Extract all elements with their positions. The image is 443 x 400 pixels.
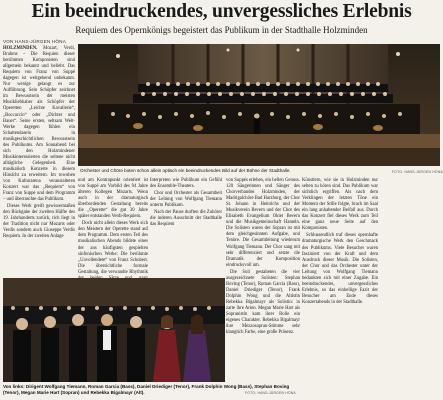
bottom-photo-caption: Von links: Dirigent Wolfgang Tiemann, Roman Garcia (Bass), Daniel Driediger (Tenor), Frank Dolphin Wong (Bass), Stephan Boving (Tenor), Megan Marie Hart (Sopran) und Rebekka Bigalmayr (Alt). bbox=[3, 384, 290, 395]
soloists-photo bbox=[3, 278, 225, 382]
orchestra-image bbox=[78, 44, 440, 166]
paragraph: von Suppés erleben, ein hellen Genuss. 120 Sängerinnen und Sänger des Chorverbandes Holzminden, der Madrigalchöre Bad Harzburg, der Chor St. Johann in Heinrichs und der Musikverein Bevern und der Chor des Elisabeth Evangelium Oktet Bevern und die Musikgemeinschaft Hameln. Die Solisten waren der Sopran ist mit dem gleichgesinnten Aufgabe, und Tenöre. Die Gesamtleitung wiederum Wolfgang Tiemann. Der Chor sang mit sehr differenziert und setzte die Dramatik der Komposition eindrucksvoll um. bbox=[226, 178, 300, 268]
paragraph: Doch nicht allein dieses Werk sich den Meistern der Operette stand auf dem Programm. Dem ersten Teil des musikalischen Abends bildete eines der ans häufigsten gespielten sinfonischen Werke: Die berühmte „Unvollendete“ von Franz Schubert. Die übersichtliche formale Gestaltung, die verwandte Rhythmik bbox=[78, 221, 148, 275]
paragraph: Nach der Pause durften die Zuhörer die inderen Ausschnitt der Stadthalle das Requiem bbox=[150, 210, 222, 228]
article-column-3 bbox=[150, 178, 222, 278]
paragraph-text: Mozart, Verdi, Brahms – Die Requien dieser berühmten Komponisten sind allgemein bekannt und beliebt. Das Requiem von Franz von Suppé dagegen ist weitgehend unbekannt. Nur wenige gelangt es zur Aufführung. Sein Schöpfer zeichnet im Bewusstsein der meisten Musikliebhaber als Schöpfer der Operetten „Leichte Kavallerie“, „Boccaccio“ oder „Dichter und Bauer“. Seine ersten, seltsam Welt-Werke dagegen fühlen ein Schattendasein in musikgeschichtlichen Bewusstsein des Publikums. Am Sonnabend bei sich den Holzmindener Musikinteressierten die seltene nicht alltägliche Gelegenheit. Eine musikalisch Konzerte in diesem Hinsicht zu erweitern. Im rowohen von Kulturarena veranstalteten Konzert war das „Requiem“ von Franz von Suppé und dem Programm – und überraschte das Publikum. bbox=[3, 46, 75, 203]
paragraph: und am Kontrapunkt orientiert ist von Suppé am Vorbild des 94 Jahre älteren Kollegen Mozarts. Wenn auch in der dramaturgisch überbordenden Gestaltung bereits die „Operette“ die gut 30 Jahre später entstanden Verdi-Requiem. bbox=[78, 178, 148, 220]
paragraph: Die Soli gestalteten die vier ausgezeichnete Solisten: Stephan Boving (Tenor), Roman Garcia (Bass), Daniel Driediger (Tenor), Frank Dolphin Wong und die Altistin Rebekka Bigalmayr als Solistin: in zarte ihre Arien. Megan Marie Hart als Sopranistin kam ihrer Rolle ein eigenes Charakter. Rebekka Bigalmayr ihre Mezzosopran-Stimme sehr klanglich Farbe, eine große Präsenz. bbox=[226, 269, 300, 336]
paragraph: Chor und Orchester als Gesamtheit der Leitung von Wolfgang Tiemann unterm Publikum. bbox=[150, 191, 222, 209]
soloists-image bbox=[3, 278, 225, 382]
dateline: HOLZMINDEN. bbox=[3, 46, 38, 51]
top-photo-caption: Orchester und Chöre boten schon allein optisch ein beeindruckendes Bild auf der Bühne der Stadthalle. bbox=[80, 168, 291, 173]
article-column-2 bbox=[78, 178, 148, 278]
paragraph bbox=[3, 46, 75, 203]
paragraph: Künstlern, wie sie in Holzminden nur selten zu hören sind. Das Publikum war sichtlich ergriffen. Als nach dem Verklingen der letzten Töne ein Moment der Stille folgte, brach im Saal ein lang anhaltender Beifall aus. Durch das Konzert fiel dieses Werk zum Teil eine ganz neue Seite auf den Komponisten. bbox=[302, 178, 378, 232]
article-column-1 bbox=[3, 46, 75, 278]
paragraph: Interpreten wie Publikum ein Gefühl des Ensemble-Theaters. bbox=[150, 178, 222, 190]
paragraph: Dieses Werk greift gewissermaßen den Rückgabe der zweiten Hälfte des 19. Jahrhunderts zurück, rich liegt in der Tradition nicht nur Mozarts oder Verdis sondern auch Giuseppe Verdis Requiem. In der zweiten Anlage bbox=[3, 204, 75, 240]
article-column-4 bbox=[226, 178, 300, 386]
orchestra-photo bbox=[78, 44, 440, 166]
byline: VON HANS-JÜRGEN HÖNA bbox=[3, 39, 66, 44]
article-column-5 bbox=[302, 178, 378, 386]
top-photo-credit: FOTO: HANS-JÜRGEN HÖNA bbox=[392, 170, 443, 174]
headline: Ein beeindruckendes, unvergessliches Erlebnis bbox=[31, 1, 412, 22]
bottom-photo-credit: FOTO: HANS-JÜRGEN HÖNA bbox=[245, 391, 296, 395]
paragraph: Schlussendlich traf dieses opernhafte dramaturgische Werk den Geschmack des Publikums. Viele Besucher waren fasziniert von der Kraft und dem Ausdruck dieser Musik. Die Solisten, der Chor und das Orchester unter der Leitung von Wolfgang Tiemann bedankten sich mit einer Zugabe. Ein beeindruckendes, unvergessliches Erlebnis, so das einhellige Fazit der Besucher am Ende dieses Konzertabends in der Stadthalle. bbox=[302, 233, 378, 305]
subline: Requiem des Opernkönigs begeistert das Publikum in der Stadthalle Holzminden bbox=[75, 25, 368, 35]
